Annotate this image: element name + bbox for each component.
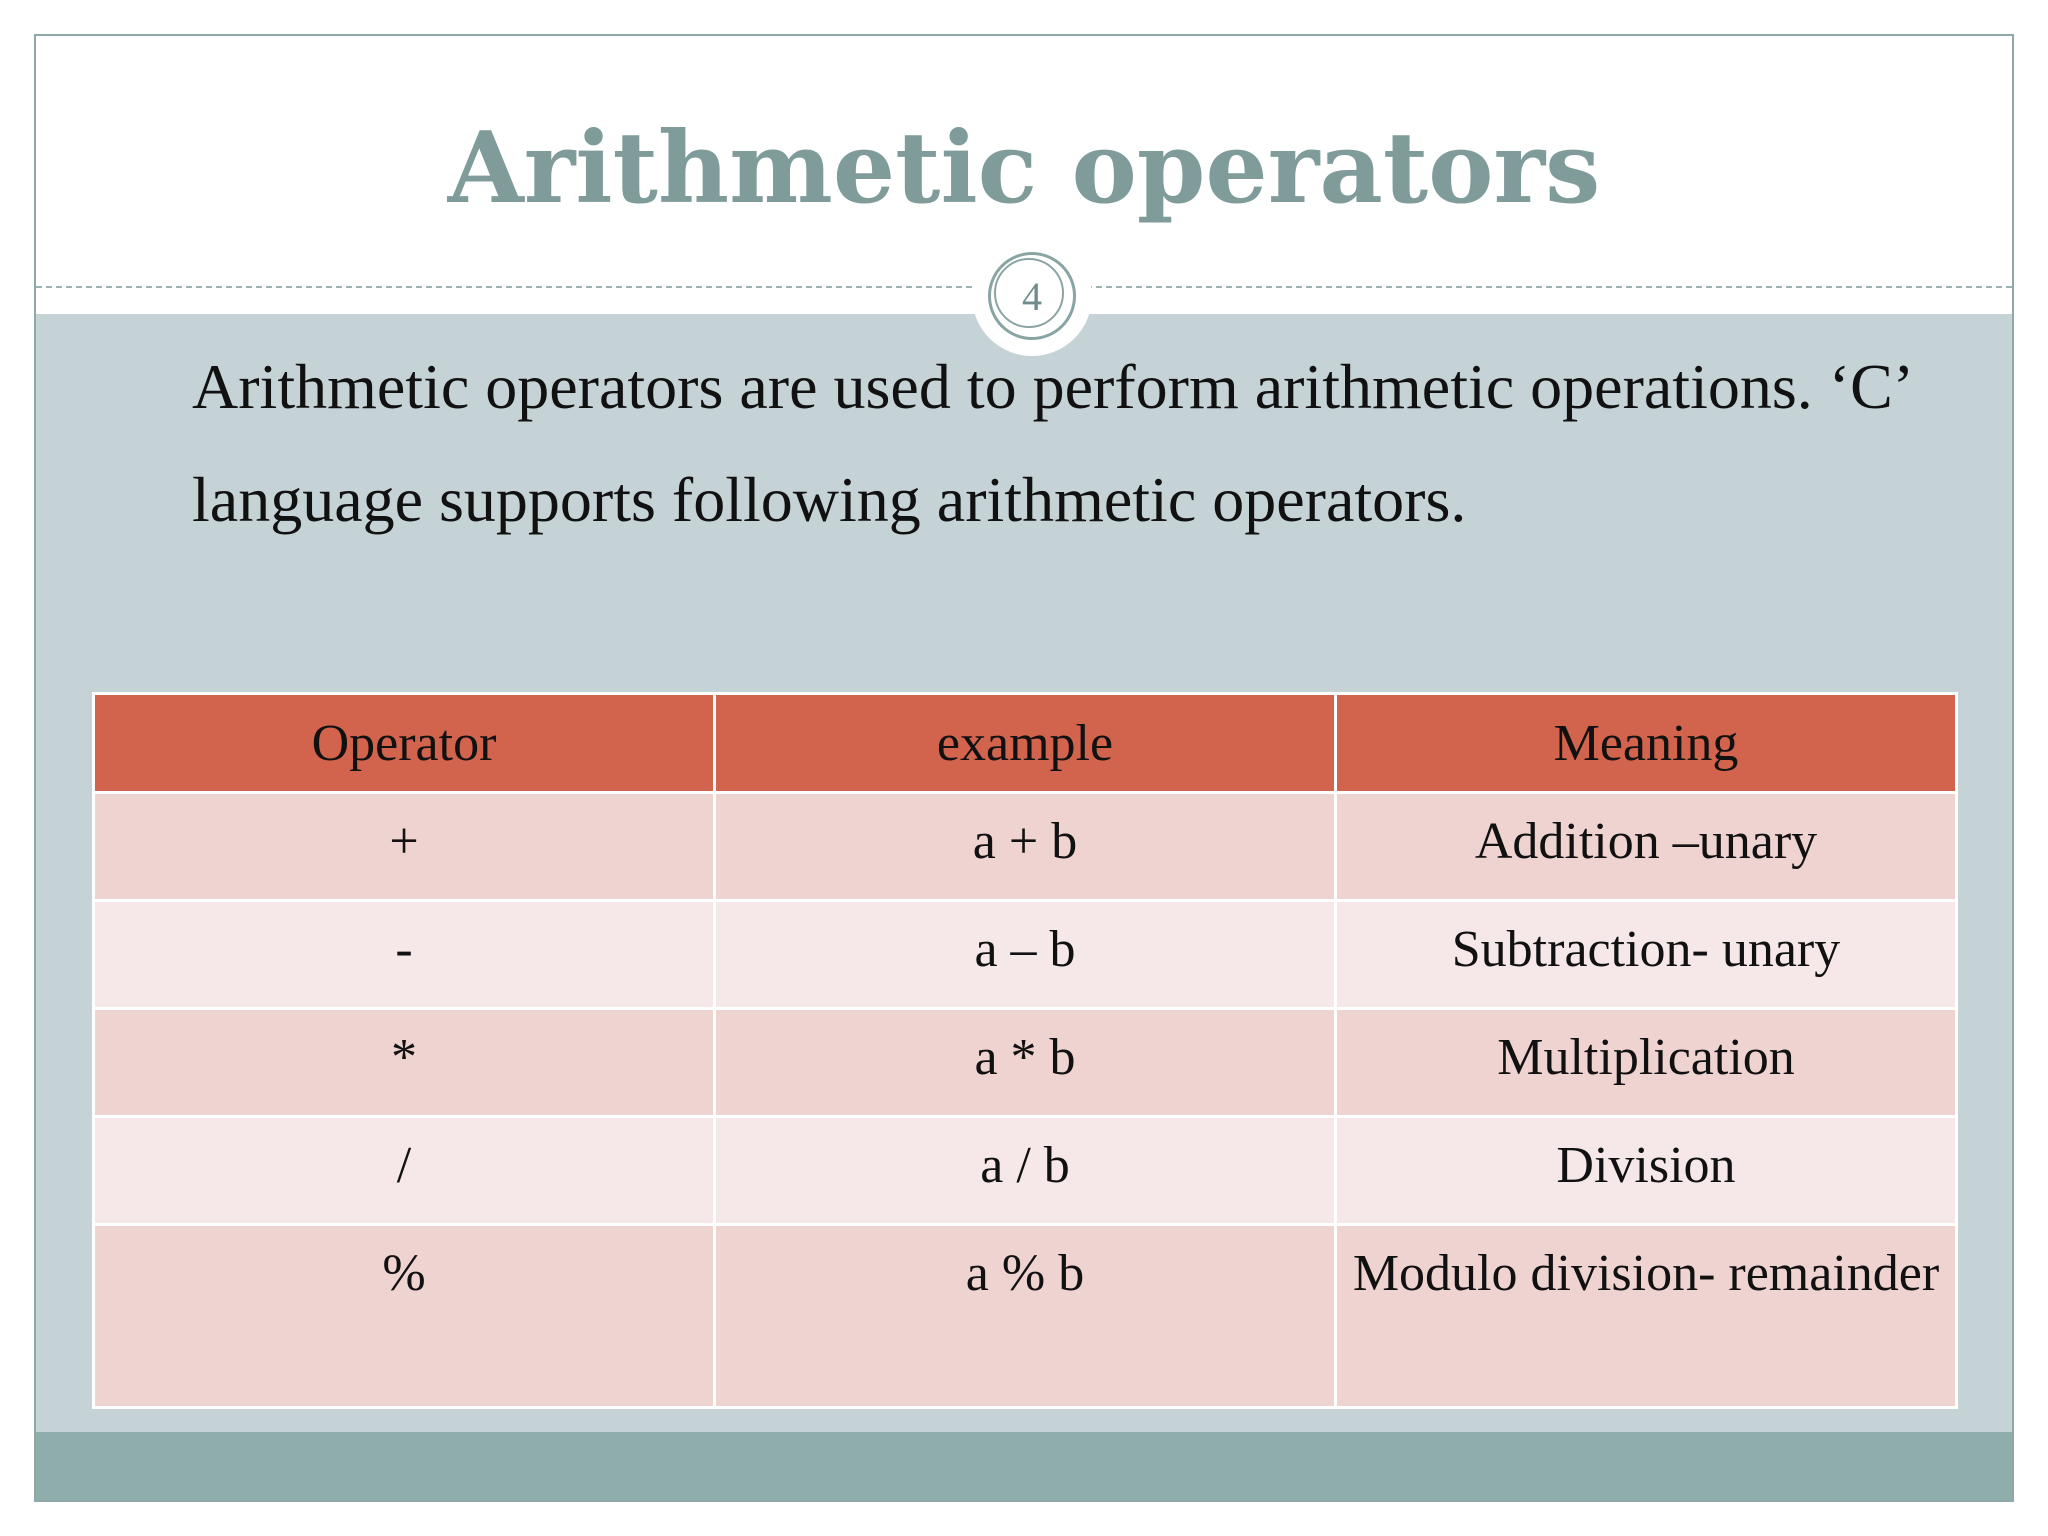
page-number-ring	[988, 252, 1076, 340]
column-header-meaning: Meaning	[1336, 694, 1957, 793]
operator-cell: -	[94, 901, 715, 1009]
table-row	[94, 1117, 1957, 1225]
column-header-example: example	[715, 694, 1336, 793]
footer-band	[36, 1432, 2012, 1502]
meaning-cell: Division	[1336, 1117, 1957, 1225]
operator-cell: +	[94, 793, 715, 901]
column-header-operator: Operator	[94, 694, 715, 793]
table-header-row	[94, 694, 1957, 793]
meaning-cell: Multiplication	[1336, 1009, 1957, 1117]
table-row	[94, 901, 1957, 1009]
example-cell: a + b	[715, 793, 1336, 901]
operator-cell: *	[94, 1009, 715, 1117]
example-cell: a / b	[715, 1117, 1336, 1225]
meaning-cell: Subtraction- unary	[1336, 901, 1957, 1009]
example-cell: a * b	[715, 1009, 1336, 1117]
meaning-cell: Addition –unary	[1336, 793, 1957, 901]
operator-cell: /	[94, 1117, 715, 1225]
body-paragraph: Arithmetic operators are used to perform arithmetic operations. ‘C’ language supports following arithmetic operators.	[192, 351, 1910, 535]
operators-table	[92, 692, 1958, 1409]
page-number: 4	[1022, 273, 1042, 319]
table-row	[94, 1225, 1957, 1408]
table-row	[94, 1009, 1957, 1117]
table-row	[94, 793, 1957, 901]
example-cell: a % b	[715, 1225, 1336, 1408]
slide	[34, 34, 2014, 1502]
meaning-cell: Modulo division- remainder	[1336, 1225, 1957, 1408]
slide-title: Arithmetic operators	[447, 111, 1601, 226]
example-cell: a – b	[715, 901, 1336, 1009]
operator-cell: %	[94, 1225, 715, 1408]
